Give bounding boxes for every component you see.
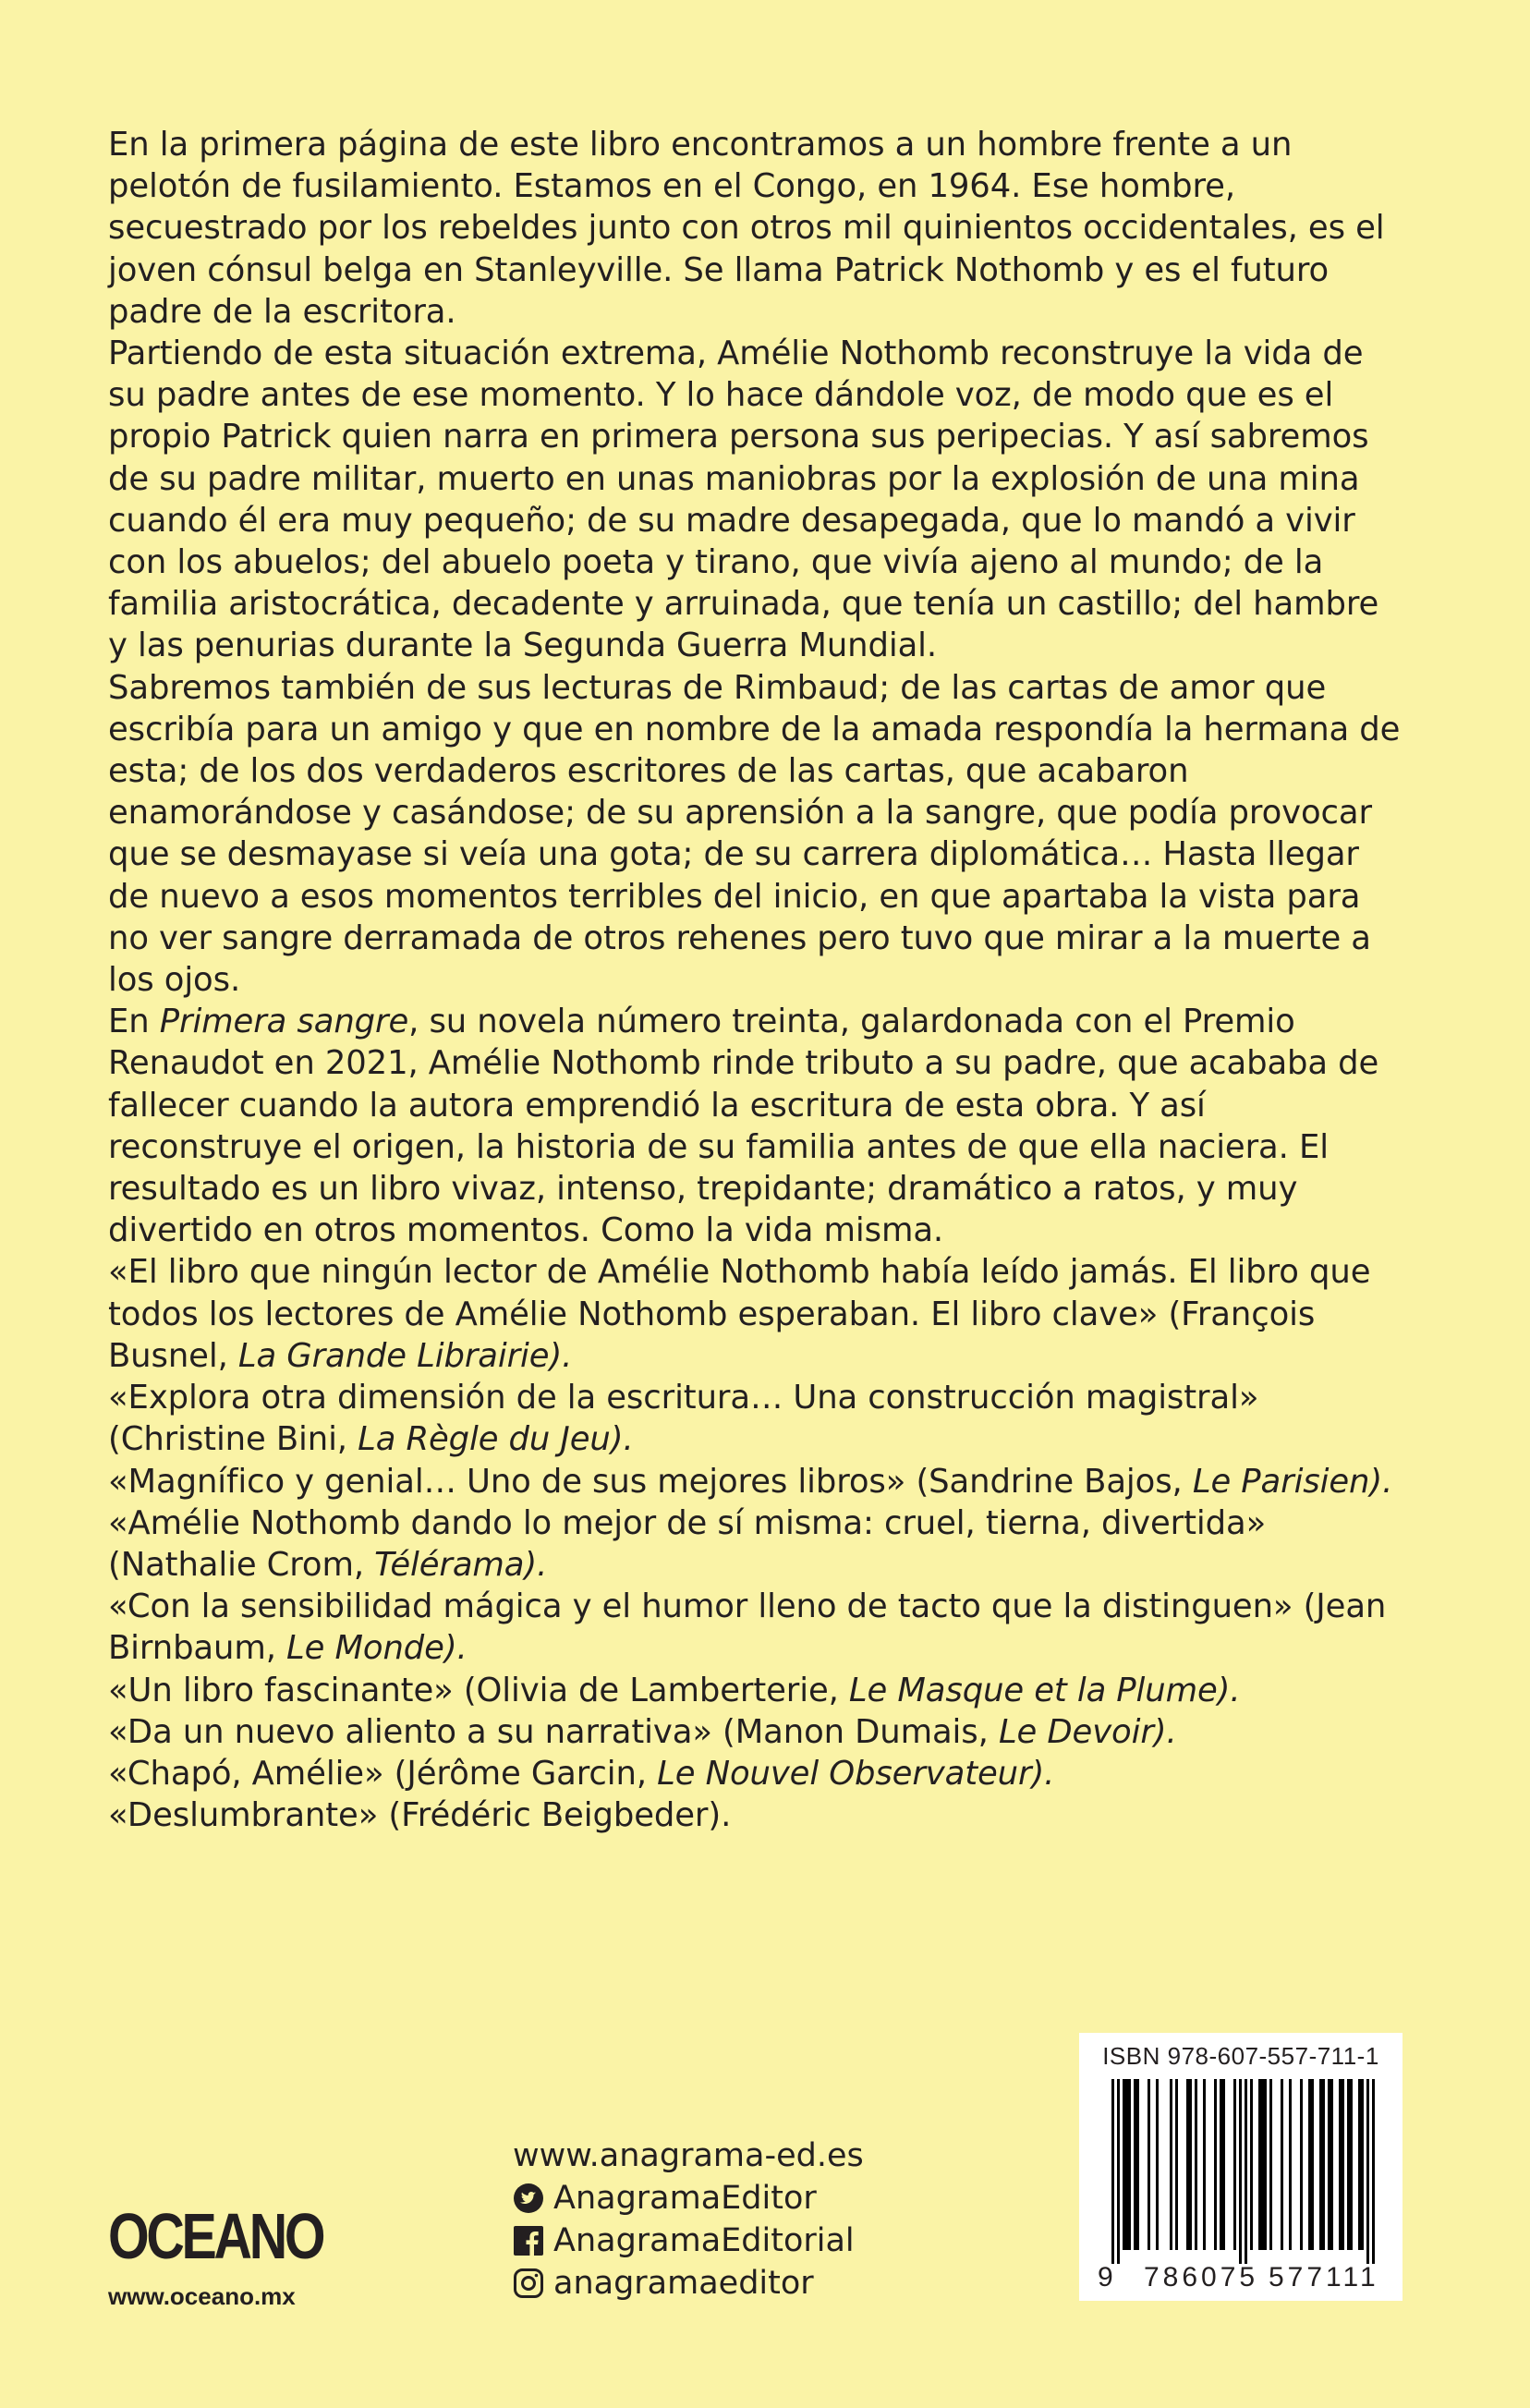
barcode (1098, 2079, 1384, 2264)
oceano-logo: OCEANO (108, 2200, 323, 2272)
quote-source: La Règle du Jeu). (358, 1420, 634, 1459)
facebook-row[interactable] (513, 2219, 864, 2262)
barcode-bar (1330, 2079, 1333, 2250)
barcode-bar (1186, 2079, 1189, 2250)
p4-before: En (108, 1003, 160, 1041)
blurb-paragraph-4 (108, 1001, 1402, 1251)
blurb-paragraph-3: Sabremos también de sus lecturas de Rimbaud; de las cartas de amor que escribía para un amigo y que en nombre de la amada respondía la hermana de esta; de los dos verdaderos escritores de las cartas, que acabaron enamorándose y casándose; de su aprensión a la sangre, que podía provocar que se desmayase si veía una gota; de su carrera diplomática… Hasta llegar de nuevo a esos momentos terribles del inicio, en que apartaba la vista para no ver sangre derramada de otros rehenes pero tuvo que mirar a la muerte a los ojos. (108, 668, 1401, 1000)
quote-text: «Con la sensibilidad mágica y el humor lleno de tacto que la distinguen» (Jean Birnbaum, (108, 1587, 1387, 1668)
barcode-bar (1328, 2079, 1330, 2250)
barcode-bar (1189, 2079, 1192, 2250)
barcode-bar (1366, 2079, 1369, 2264)
barcode-bar (1170, 2079, 1172, 2250)
barcode-bar (1258, 2079, 1261, 2250)
press-quote (108, 1670, 1402, 1711)
barcode-bar (1339, 2079, 1342, 2250)
barcode-bar (1125, 2079, 1128, 2250)
barcode-bar (1289, 2079, 1292, 2250)
quote-text: «Amélie Nothomb dando lo mejor de sí misma: cruel, tierna, divertida» (Nathalie Crom, (108, 1503, 1267, 1584)
quote-source: Le Devoir). (998, 1712, 1177, 1751)
barcode-bar (1311, 2079, 1314, 2250)
book-title: Primera sangre (159, 1003, 409, 1041)
barcode-bar (1308, 2079, 1311, 2250)
press-quote (108, 1753, 1402, 1794)
quote-source: Télérama). (374, 1545, 548, 1584)
instagram-handle[interactable]: anagramaeditor (553, 2265, 814, 2302)
quote-text: «Chapó, Amélie» (Jérôme Garcin, (108, 1754, 658, 1793)
isbn-barcode-box (1079, 2033, 1402, 2301)
barcode-bar (1281, 2079, 1283, 2250)
quote-source: Le Monde). (286, 1629, 468, 1668)
barcode-bar (1134, 2079, 1136, 2250)
press-quote (108, 1586, 1402, 1669)
press-quote (108, 1251, 1402, 1377)
barcode-bar (1220, 2079, 1222, 2250)
facebook-handle[interactable]: AnagramaEditorial (553, 2222, 855, 2259)
barcode-bar (1264, 2079, 1267, 2250)
twitter-row[interactable] (513, 2177, 864, 2219)
barcode-bar (1195, 2079, 1197, 2250)
barcode-bar (1203, 2079, 1206, 2250)
press-quote (108, 1794, 1402, 1836)
quote-text: «Magnífico y genial… Uno de sus mejores libros» (Sandrine Bajos, (108, 1462, 1193, 1501)
quote-text: «Explora otra dimensión de la escritura… Una construcción magistral» (Christine Bini, (108, 1379, 1259, 1459)
barcode-bar (1128, 2079, 1131, 2250)
press-quote (108, 1502, 1402, 1586)
barcode-bar (1245, 2079, 1247, 2264)
back-cover-blurb (108, 124, 1402, 1836)
website-link[interactable]: www.anagrama-ed.es (513, 2137, 864, 2174)
facebook-icon (513, 2225, 544, 2256)
barcode-bar (1148, 2079, 1150, 2250)
barcode-digit-first: 9 (1098, 2262, 1113, 2292)
barcode-bar (1358, 2079, 1361, 2250)
quote-source: La Grande Librairie). (237, 1336, 573, 1375)
barcode-bar (1136, 2079, 1139, 2250)
isbn-label: ISBN 978-607-557-711-1 (1102, 2042, 1379, 2070)
barcode-bar (1342, 2079, 1344, 2250)
barcode-bar (1111, 2079, 1114, 2264)
barcode-bar (1156, 2079, 1159, 2250)
press-quote (108, 1377, 1402, 1460)
barcode-bar (1319, 2079, 1322, 2250)
publisher-contacts (513, 2134, 864, 2305)
quote-source: Le Masque et la Plume). (848, 1671, 1241, 1709)
website-row[interactable] (513, 2134, 864, 2177)
p4-after: , su novela número treinta, galardonada con el Premio Renaudot en 2021, Amélie Nothomb rinde tributo a su padre, que acababa de fallecer cuando la autora emprendió la escritura de esta obra. Y así reconstruye el origen, la historia de su familia antes de que ella naciera. El resultado es un libro vivaz, intenso, trepidante; dramático a ratos, y muy divertido en otros momentos. Como la vida misma. (108, 1003, 1379, 1250)
quote-text: «Da un nuevo aliento a su narrativa» (Manon Dumais, (108, 1712, 999, 1751)
oceano-url[interactable]: www.oceano.mx (108, 2282, 296, 2310)
barcode-bar (1372, 2079, 1375, 2264)
twitter-handle[interactable]: AnagramaEditor (553, 2180, 817, 2217)
barcode-bar (1269, 2079, 1272, 2250)
quote-text: «Deslumbrante» (Frédéric Beigbeder). (108, 1796, 732, 1835)
barcode-digits-left: 786075 (1144, 2262, 1259, 2292)
instagram-row[interactable] (513, 2262, 864, 2305)
barcode-bar (1350, 2079, 1353, 2250)
barcode-bar (1117, 2079, 1120, 2264)
barcode-bar (1123, 2079, 1125, 2250)
barcode-bar (1347, 2079, 1350, 2250)
barcode-bar (1233, 2079, 1236, 2250)
barcode-bar (1250, 2079, 1253, 2250)
blurb-paragraph-2: Partiendo de esta situación extrema, Amélie Nothomb reconstruye la vida de su padre antes de ese momento. Y lo hace dándole voz, de modo que es el propio Patrick quien narra en primera persona sus peripecias. Y así sabremos de su padre militar, muerto en unas maniobras por la explosión de una mina cuando él era muy pequeño; de su madre desapegada, que lo mandó a vivir con los abuelos; del abuelo poeta y tirano, que vivía ajeno al mundo; de la familia aristocrática, decadente y arruinada, que tenía un castillo; del hambre y las penurias durante la Segunda Guerra Mundial. (108, 334, 1379, 665)
barcode-bar (1239, 2079, 1242, 2264)
press-quote (108, 1461, 1402, 1502)
barcode-digits-right: 577111 (1269, 2262, 1379, 2292)
instagram-icon (513, 2268, 544, 2299)
quote-source: Le Parisien). (1192, 1462, 1393, 1501)
barcode-bar (1300, 2079, 1303, 2250)
quote-source: Le Nouvel Observateur). (657, 1754, 1055, 1793)
blurb-paragraph-1: En la primera página de este libro encontramos a un hombre frente a un pelotón de fusilamiento. Estamos en el Congo, en 1964. Ese hombre, secuestrado por los rebeldes junto con otros mil quinientos occidentales, es el joven cónsul belga en Stanleyville. Se llama Patrick Nothomb y es el futuro padre de la escritora. (108, 126, 1385, 331)
twitter-icon (513, 2183, 544, 2214)
quote-text: «Un libro fascinante» (Olivia de Lamberterie, (108, 1671, 849, 1709)
barcode-bar (1322, 2079, 1325, 2250)
barcode-bar (1261, 2079, 1264, 2250)
barcode-bar (1222, 2079, 1225, 2250)
barcode-bar (1175, 2079, 1178, 2250)
barcode-bar (1361, 2079, 1364, 2250)
quote-text: «El libro que ningún lector de Amélie Nothomb había leído jamás. El libro que todos los lectores de Amélie Nothomb esperaban. El libro clave» (François Busnel, (108, 1253, 1371, 1375)
press-quote (108, 1711, 1402, 1753)
barcode-bar (1214, 2079, 1217, 2250)
